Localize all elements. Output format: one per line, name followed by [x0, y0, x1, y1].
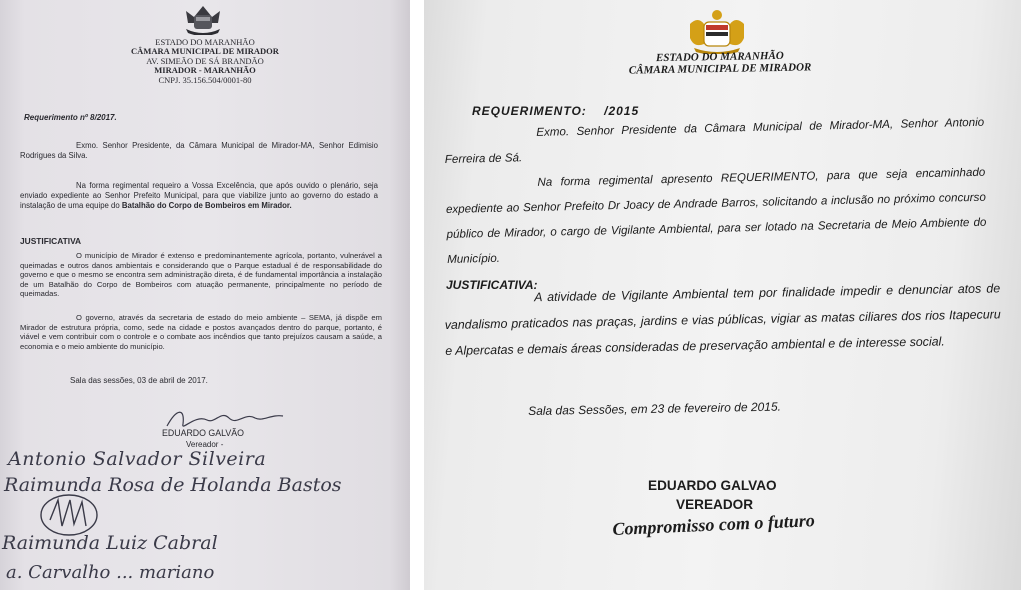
right-document-photo [424, 0, 1021, 590]
left-justification-p1: O município de Mirador é extenso e predominantemente agrícola, portanto, vulnerável a queimadas e outros danos ambientais e considerando que o Parque estadual é de responsabilidade do governo e que o mesmo se encontra sem administração direta, é de fundamental importância a instalação de um Batalhão do Corpo de Bombeiros com atuação permanente, principalmente no período de queimadas. [20, 251, 382, 299]
handwritten-signature-5: a. Carvalho ... mariano [6, 562, 215, 583]
right-salutation: Exmo. Senhor Presidente da Câmara Municipal de Mirador-MA, Senhor Antonio Ferreira de Sá. [444, 115, 985, 166]
handwritten-signature-2: Raimunda Rosa de Holanda Bastos [4, 474, 342, 496]
left-header-address: AV. SIMEÃO DE SÁ BRANDÃO [146, 55, 264, 66]
left-header-city: MIRADOR - MARANHÃO [154, 65, 256, 76]
left-header-chamber: CÂMARA MUNICIPAL DE MIRADOR [131, 46, 279, 57]
left-document-photo [0, 0, 410, 590]
left-request-body-text: Na forma regimental requeiro a Vossa Excelência, que após ouvido o plenário, seja enviado expediente ao Senhor Prefeito Municipal, para que viabilize junto ao governo do estado a instalação de uma equipe do [20, 181, 378, 210]
left-signer-role: Vereador - [186, 440, 224, 449]
left-date-line: Sala das sessões, 03 de abril de 2017. [70, 376, 208, 385]
coat-of-arms-icon [182, 3, 224, 35]
left-signer-name: EDUARDO GALVÃO [162, 428, 244, 438]
left-header-cnpj: CNPJ. 35.156.504/0001-80 [158, 74, 252, 85]
left-justification-p2: O governo, através da secretaria de estado do meio ambiente – SEMA, já dispõe em Mirador de estrutura própria, como, sede na cidade e postos avançados dentro do parque, portanto, é viável e vem contribuir com o controle e o combate aos incêndios que tanto prejuízos causam a saúde, a economia e o meio ambiente do município. [20, 313, 382, 351]
handwritten-signature-4: Raimunda Luiz Cabral [2, 532, 218, 554]
right-header-state: ESTADO DO MARANHÃO [655, 49, 784, 65]
right-header-chamber: CÂMARA MUNICIPAL DE MIRADOR [628, 60, 812, 77]
left-request-body-highlight: Batalhão do Corpo de Bombeiros em Mirador. [121, 201, 292, 210]
coat-of-arms-icon [686, 8, 748, 54]
right-signer-name: EDUARDO GALVAO [648, 478, 777, 493]
left-justification-heading: JUSTIFICATIVA [20, 236, 82, 246]
right-justification-text: A atividade de Vigilante Ambiental tem por finalidade impedir e denunciar atos de vandalismo praticados nas praças, jardins e vias públicas, vigiar as matas ciliares dos rios Itapecuru e Alpercatas e demais áreas consideradas de preservação ambiental e de interesse social. [444, 281, 1001, 358]
right-document-title: REQUERIMENTO: /2015 [472, 104, 640, 118]
left-request-body [20, 181, 378, 211]
handwritten-signature-1: Antonio Salvador Silveira [8, 448, 267, 470]
right-signer-role: VEREADOR [676, 497, 754, 512]
right-request-body: Na forma regimental apresento REQUERIMENTO, para que seja encaminhado expediente ao Senhor Prefeito Dr Joacy de Andrade Barros, solicitando a inclusão no próximo concurso público de Mirador, o cargo de Vigilante Ambiental, para ser lotado na Secretaria de Meio Ambiente do Município. [445, 165, 987, 266]
right-justification-heading: JUSTIFICATIVA: [446, 278, 538, 292]
right-date-line: Sala das Sessões, em 23 de fevereiro de 2015. [528, 399, 782, 418]
left-document-title: Requerimento nº 8/2017. [24, 113, 117, 122]
left-salutation: Exmo. Senhor Presidente, da Câmara Municipal de Mirador-MA, Senhor Edimisio Rodrigues da Silva. [20, 141, 378, 160]
left-header-state: ESTADO DO MARANHÃO [155, 37, 255, 47]
right-slogan: Compromisso com o futuro [612, 510, 816, 539]
